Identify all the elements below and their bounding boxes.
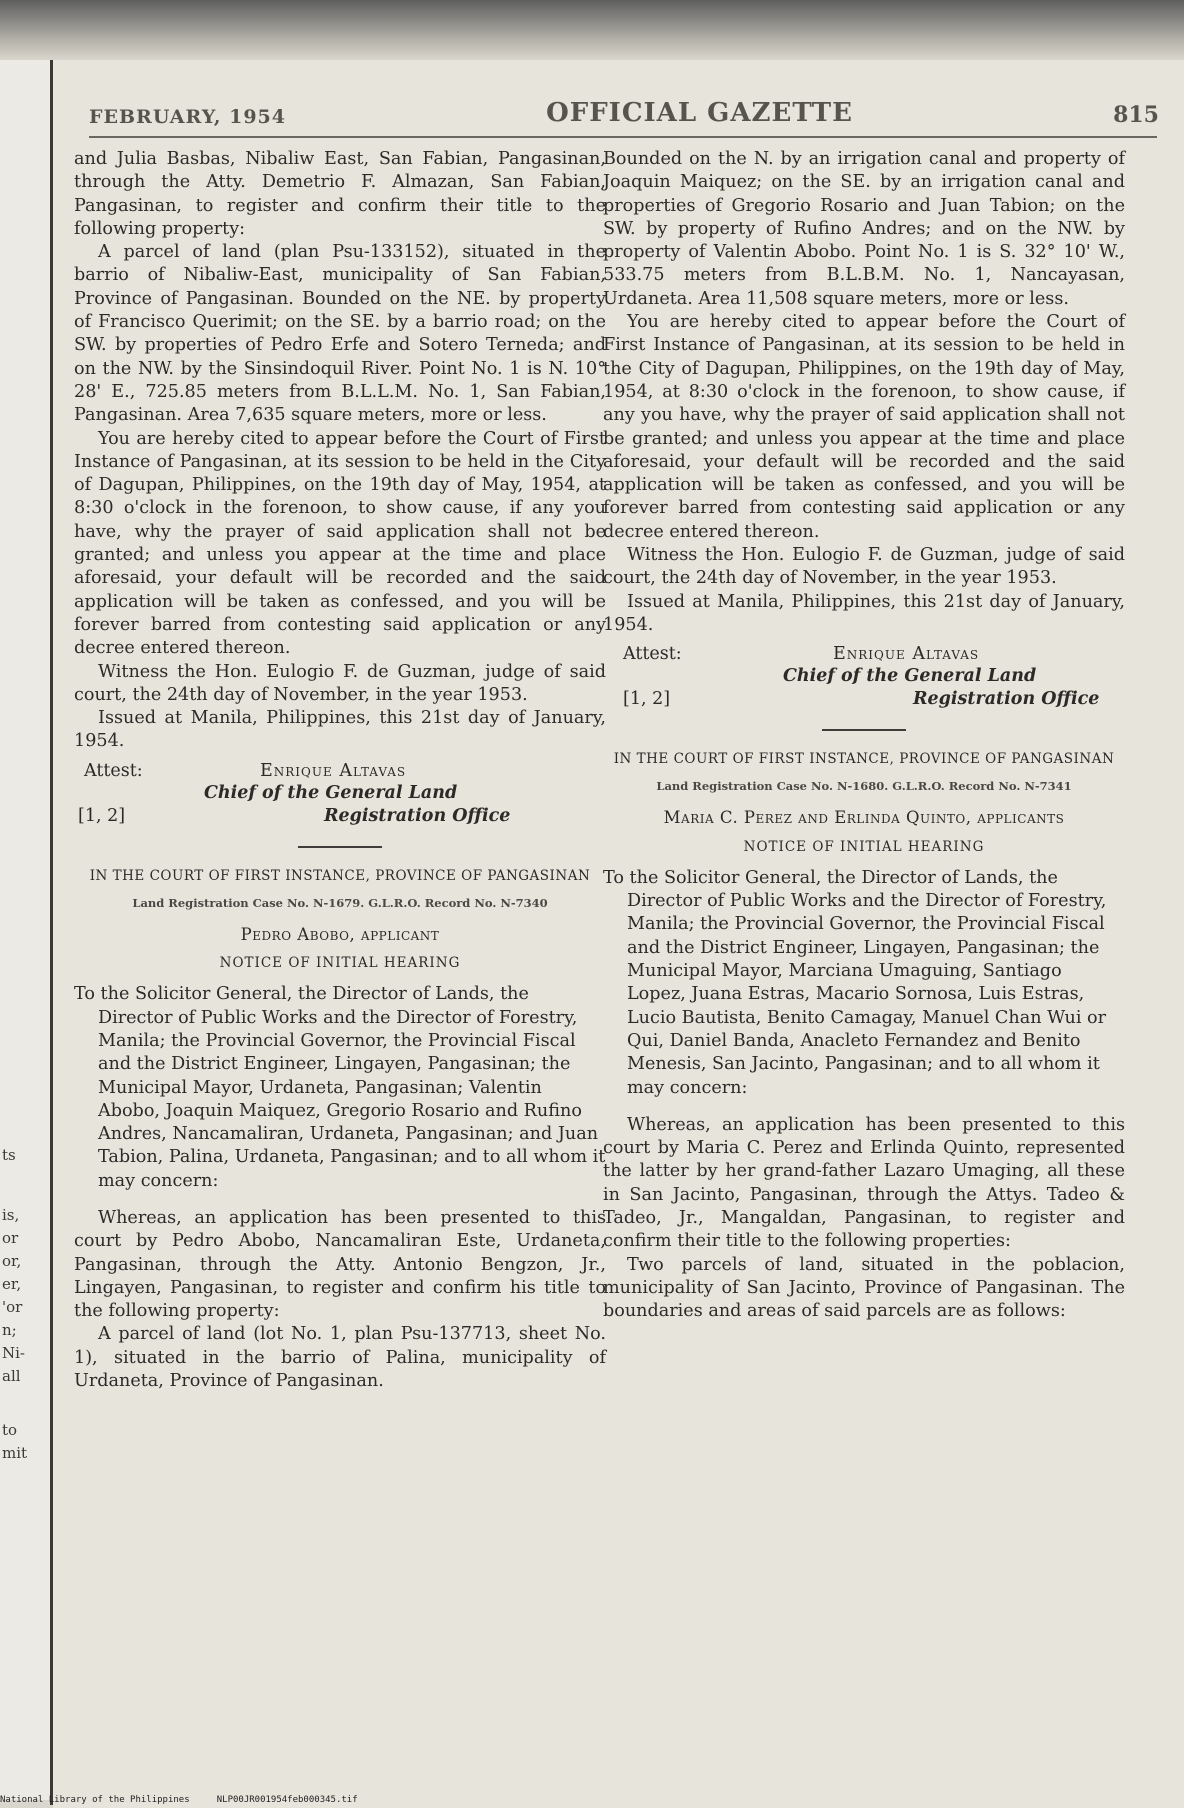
court-heading: IN THE COURT OF FIRST INSTANCE, PROVINCE OF PANGASINAN — [89, 867, 591, 884]
strip-fragment: 'or — [2, 1298, 23, 1316]
adjacent-page-strip — [0, 60, 52, 1800]
parcel-paragraph: A parcel of land (plan Psu-133152), situated in the barrio of Nibaliw-East, municipality of San Fabian, Province of Pangasinan. Bounded on the NE. by property of Francisco Querimit; on the SE. by a barrio road; on the SW. by properties of Pedro Erfe and Sotero Terneda; and on the NW. by the Sinsindoquil River. Point No. 1 is N. 10° 28' E., 725.85 meters from B.L.L.M. No. 1, San Fabian, Pangasinan. Area 7,635 square meters, more or less. — [74, 242, 606, 426]
case-number: Land Registration Case No. N-1679. G.L.R.O. Record No. N-7340 — [132, 895, 548, 910]
attest-title-line1: Chief of the General Land — [783, 666, 1037, 687]
notice-title: NOTICE OF INITIAL HEARING — [219, 955, 461, 972]
cited-paragraph: You are hereby cited to appear before the Court of First Instance of Pangasinan, at its session to be held in the City of Dagupan, Philippines, on the 19th day of May, 1954, at 8:30 o'clock in the forenoon, to show cause, if any you have, why the prayer of said application shall not be granted; and unless you appear at the time and place aforesaid, your default will be recorded and the said application will be taken as confessed, and you will be forever barred from contesting said application or any decree entered thereon. — [603, 312, 1125, 542]
strip-fragment: Ni- — [2, 1344, 25, 1362]
attest-label: Attest: — [623, 644, 682, 665]
cited-paragraph: You are hereby cited to appear before the Court of First Instance of Pangasinan, at its session to be held in the City of Dagupan, Philippines, on the 19th day of May, 1954, at 8:30 o'clock in the forenoon, to show cause, if any you have, why the prayer of said application shall not be granted; and unless you appear at the time and place aforesaid, your default will be recorded and the said application will be taken as confessed, and you will be forever barred from contesting said application or any decree entered thereon. — [74, 428, 606, 659]
issued-paragraph: Issued at Manila, Philippines, this 21st day of January, 1954. — [603, 591, 1125, 635]
attest-title-line1: Chief of the General Land — [204, 782, 458, 803]
header-rule — [89, 136, 1157, 138]
attest-name: Enrique Altavas — [833, 644, 980, 665]
scan-source-line: National Library of the Philippines NLP00JR001954feb000345.tif — [0, 1795, 358, 1805]
witness-paragraph: Witness the Hon. Eulogio F. de Guzman, judge of said court, the 24th day of November, in the year 1953. — [603, 545, 1125, 589]
addressees-paragraph: To the Solicitor General, the Director of Lands, the Director of Public Works and the Director of Forestry, Manila; the Provincial Governor, the Provincial Fiscal and the District Engineer, Lingayen, Pangasinan; the Municipal Mayor, Marciana Umaguing, Santiago Lopez, Juana Estras, Macario Sornosa, Luis Estras, Lucio Bautista, Benito Camagay, Manuel Chan Wui or Qui, Daniel Banda, Anacleto Fernandez and Benito Menesis, San Jacinto, Pangasinan; and to all whom it may concern: — [603, 867, 1107, 1098]
left-column — [74, 148, 606, 1393]
whereas-paragraph: Whereas, an application has been presented to this court by Maria C. Perez and Erlinda Quinto, represented the latter by her grand-father Lazaro Umaging, all these in San Jacinto, Pangasinan, through the Attys. Tadeo & Tadeo, Jr., Mangaldan, Pangasinan, to register and confirm their title to the following properties: — [603, 1114, 1125, 1252]
header-date: FEBRUARY, 1954 — [89, 106, 286, 128]
publication-title: OFFICIAL GAZETTE — [546, 98, 853, 128]
page-number: 815 — [1113, 102, 1159, 128]
whereas-paragraph: Whereas, an application has been presented to this court by Pedro Abobo, Nancamaliran Este, Urdaneta, Pangasinan, through the Atty. Antonio Bengzon, Jr., Lingayen, Pangasinan, to register and confirm his title to the following property: — [74, 1207, 606, 1322]
strip-fragment: to — [2, 1421, 18, 1439]
parcel-paragraph: A parcel of land (lot No. 1, plan Psu-137713, sheet No. 1), situated in the barrio of Palina, municipality of Urdaneta, Province of Pangasinan. — [74, 1324, 606, 1392]
strip-fragment: mit — [2, 1444, 28, 1462]
attest-title-line2: Registration Office — [913, 689, 1100, 710]
issued-paragraph: Issued at Manila, Philippines, this 21st day of January, 1954. — [74, 708, 606, 752]
attest-label: Attest: — [84, 760, 143, 781]
section-divider — [822, 729, 906, 731]
attestation — [603, 643, 1125, 715]
strip-fragment: ts — [2, 1146, 16, 1164]
case-number: Land Registration Case No. N-1680. G.L.R.O. Record No. N-7341 — [656, 779, 1072, 794]
attestation — [74, 760, 606, 832]
applicant-name: Pedro Abobo, applicant — [240, 924, 440, 944]
continuation-paragraph: and Julia Basbas, Nibaliw East, San Fabian, Pangasinan, through the Atty. Demetrio F. Almazan, San Fabian, Pangasinan, to register and confirm their title to the following property: — [74, 149, 606, 239]
applicants-names: Maria C. Perez and Erlinda Quinto, applicants — [663, 808, 1065, 828]
section-divider — [298, 846, 382, 848]
strip-fragment: or, — [2, 1252, 22, 1270]
strip-fragment: or — [2, 1229, 19, 1247]
attest-name: Enrique Altavas — [260, 760, 407, 781]
parcels-paragraph: Two parcels of land, situated in the poblacion, municipality of San Jacinto, Province of Pangasinan. The boundaries and areas of said parcels are as follows: — [603, 1254, 1125, 1322]
attest-title-line2: Registration Office — [324, 805, 511, 826]
court-heading: IN THE COURT OF FIRST INSTANCE, PROVINCE OF PANGASINAN — [613, 751, 1115, 768]
attest-number: [1, 2] — [78, 805, 126, 826]
strip-fragment: n; — [2, 1321, 17, 1339]
bounded-paragraph: Bounded on the N. by an irrigation canal and property of Joaquin Maiquez; on the SE. by an irrigation canal and properties of Gregorio Rosario and Juan Tabion; on the SW. by property of Rufino Andres; and on the NW. by property of Valentin Abobo. Point No. 1 is S. 32° 10' W., 533.75 meters from B.L.B.M. No. 1, Nancayasan, Urdaneta. Area 11,508 square meters, more or less. — [603, 149, 1125, 309]
addressees-paragraph: To the Solicitor General, the Director of Lands, the Director of Public Works and the Director of Forestry, Manila; the Provincial Governor, the Provincial Fiscal and the District Engineer, Lingayen, Pangasinan; the Municipal Mayor, Urdaneta, Pangasinan; Valentin Abobo, Joaquin Maiquez, Gregorio Rosario and Rufino Andres, Nancamaliran, Urdaneta, Pangasinan; and Juan Tabion, Palina, Urdaneta, Pangasinan; and to all whom it may concern: — [74, 984, 606, 1191]
right-column — [603, 148, 1125, 1323]
page-header — [89, 88, 1159, 128]
gazette-page — [53, 60, 1184, 1808]
strip-fragment: is, — [2, 1206, 20, 1224]
attest-number: [1, 2] — [623, 689, 671, 710]
strip-fragment: er, — [2, 1275, 22, 1293]
scan-shadow — [0, 0, 1184, 60]
notice-title: NOTICE OF INITIAL HEARING — [743, 838, 985, 855]
witness-paragraph: Witness the Hon. Eulogio F. de Guzman, judge of said court, the 24th day of November, in the year 1953. — [74, 661, 606, 705]
strip-fragment: all — [2, 1367, 21, 1385]
